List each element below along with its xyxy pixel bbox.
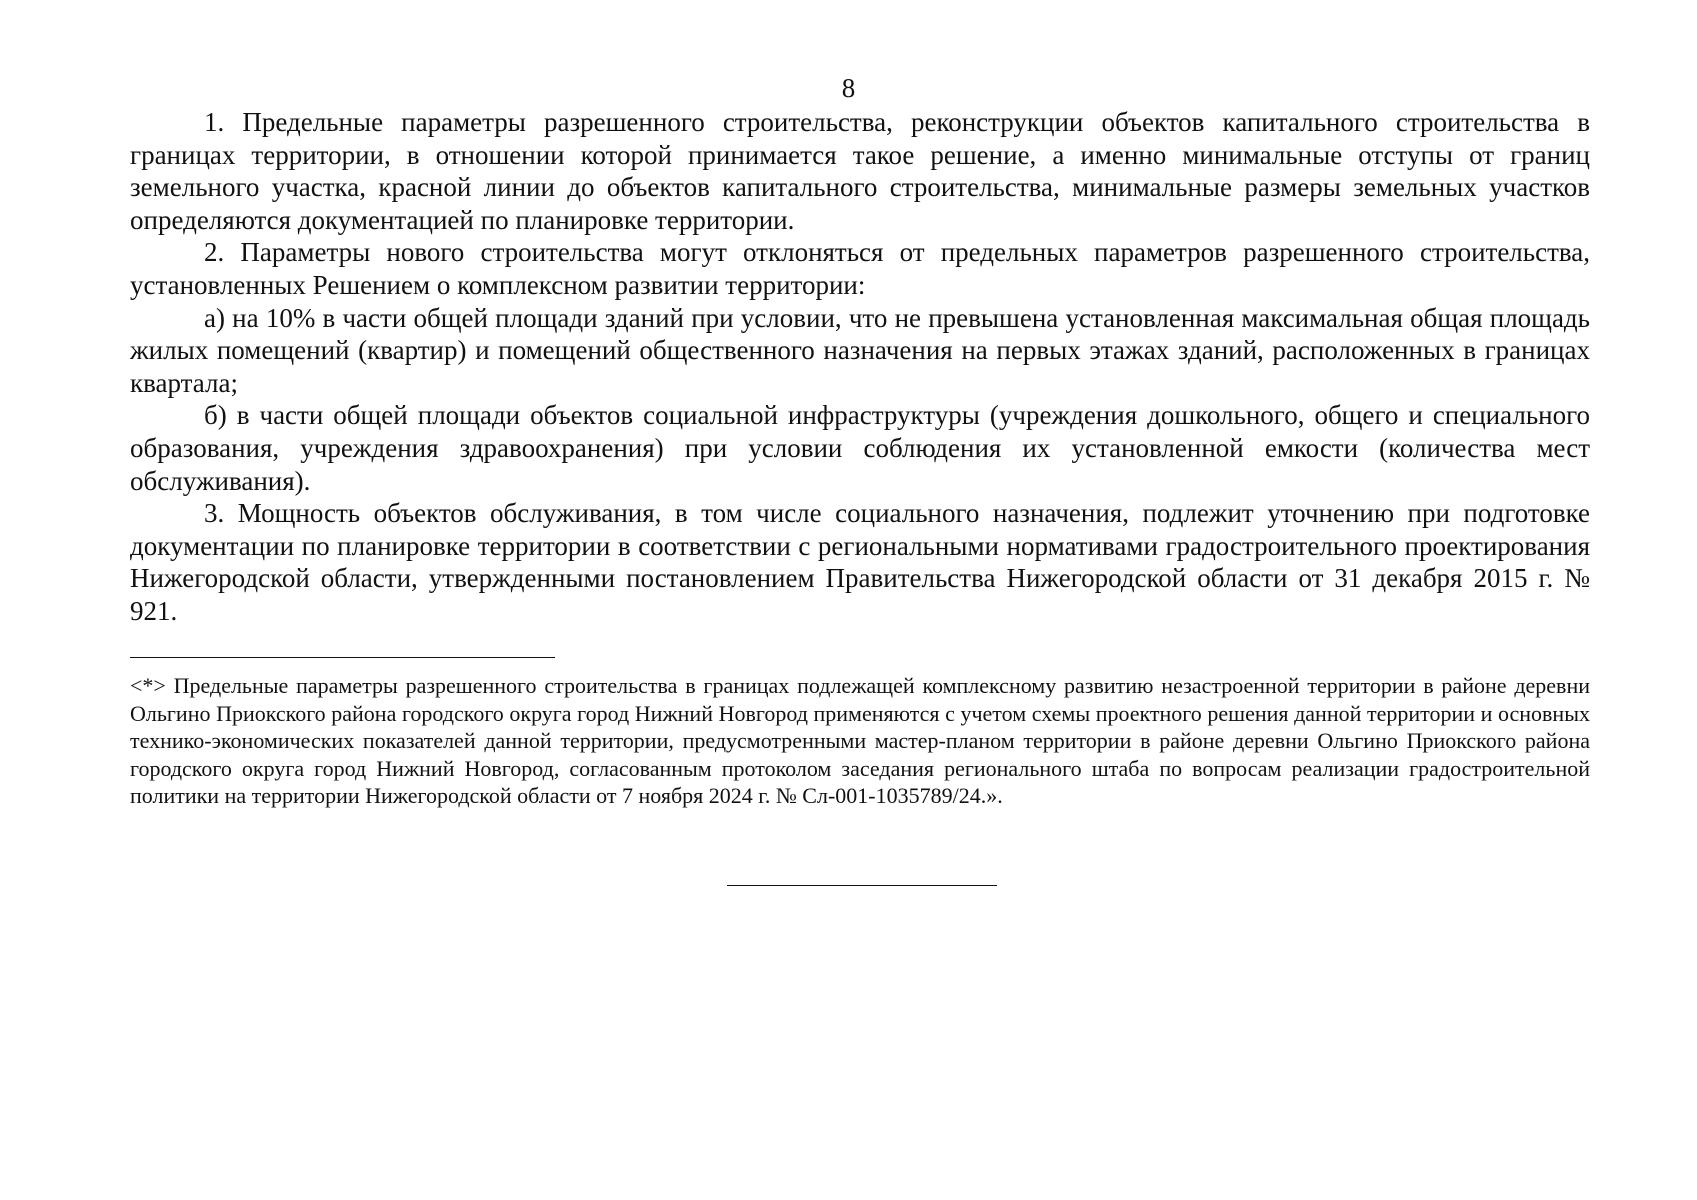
paragraph-3: 3. Мощность объектов обслуживания, в том числе социального назначения, подлежит уточнению при подготовке документации по планировке территории в соответствии с региональными нормативами градостроительного проектирования Нижегородской области, утвержденными постановлением Правительства Нижегородской области от 31 декабря 2015 г. № 921. <box>130 498 1590 626</box>
paragraph-2a: а) на 10% в части общей площади зданий при условии, что не превышена установленная максимальная общая площадь жилых помещений (квартир) и помещений общественного назначения на первых этажах зданий, расположенных в границах квартала; <box>130 302 1590 398</box>
footnote-divider <box>130 657 555 658</box>
footnote: <*> Предельные параметры разрешенного строительства в границах подлежащей комплексному развитию незастроенной территории в районе деревни Ольгино Приокского района городского округа город Нижний Новгород применяются с учетом схемы проектного решения данной территории и основных технико-экономических показателей данной территории, предусмотренными мастер-планом территории в районе деревни Ольгино Приокского района городского округа город Нижний Новгород, согласованным протоколом заседания регионального штаба по вопросам реализации градостроительной политики на территории Нижегородской области от 7 ноября 2024 г. № Сл-001-1035789/24.». <box>130 673 1590 808</box>
paragraph-2: 2. Параметры нового строительства могут отклоняться от предельных параметров разрешенного строительства, установленных Решением о комплексном развитии территории: <box>130 237 1590 300</box>
main-text <box>130 106 1590 628</box>
paragraph-1: 1. Предельные параметры разрешенного строительства, реконструкции объектов капитального строительства в границах территории, в отношении которой принимается такое решение, а именно минимальные отступы от границ земельного участка, красной линии до объектов капитального строительства, минимальные размеры земельных участков определяются документацией по планировке территории. <box>130 107 1590 235</box>
end-divider <box>727 885 997 886</box>
page-number: 8 <box>841 73 856 103</box>
paragraph-2b: б) в части общей площади объектов социальной инфраструктуры (учреждения дошкольного, общего и специального образования, учреждения здравоохранения) при условии соблюдения их установленной емкости (количества мест обслуживания). <box>130 400 1590 496</box>
